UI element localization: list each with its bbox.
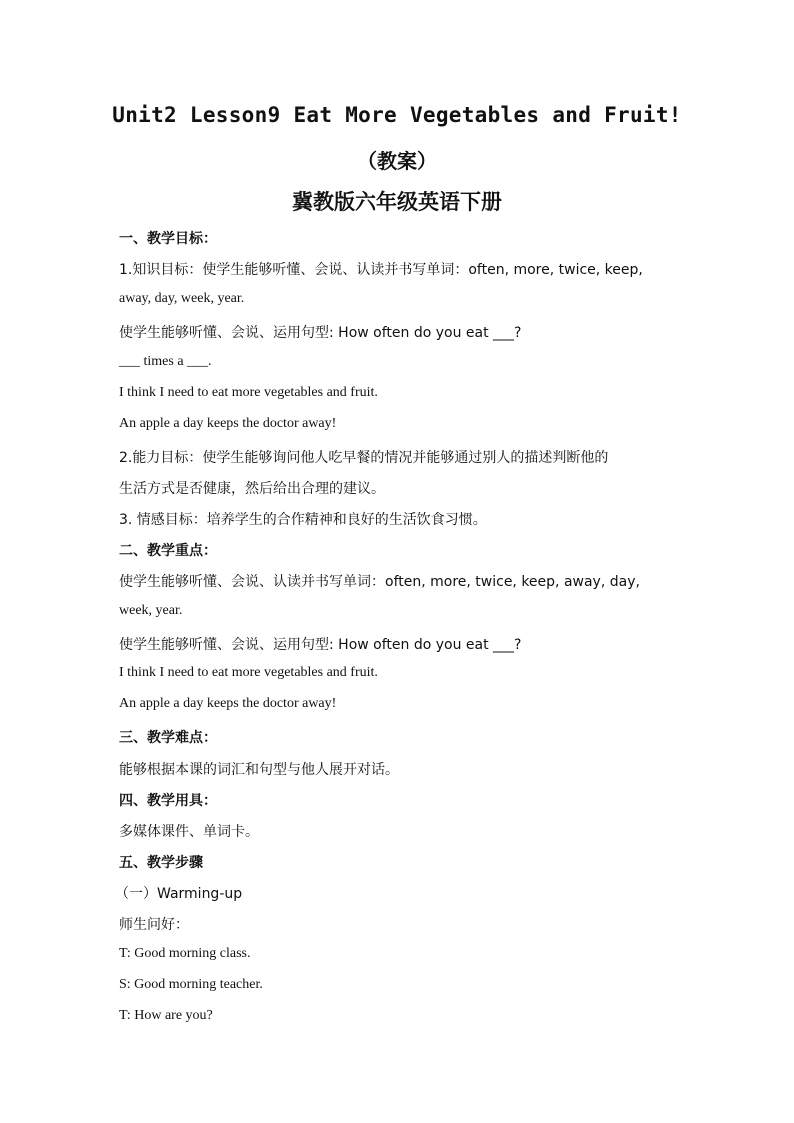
body-line: 使学生能够听懂、会说、运用句型: How often do you eat ___? (119, 325, 522, 341)
body-line: 使学生能够听懂、会说、运用句型: How often do you eat ___? (119, 637, 522, 653)
body-line: S: Good morning teacher. (119, 977, 263, 992)
heading-key-points: 二、教学重点： (119, 543, 217, 559)
doc-title: Unit2 Lesson9 Eat More Vegetables and Fruit! (112, 103, 682, 127)
body-line: An apple a day keeps the doctor away! (119, 696, 337, 711)
body-line: 生活方式是否健康，然后给出合理的建议。 (119, 481, 385, 497)
body-line: T: Good morning class. (119, 946, 251, 961)
doc-subtitle: （教案） (357, 149, 437, 173)
body-line: 师生问好： (119, 917, 189, 933)
body-line: 1.知识目标：使学生能够听懂、会说、认读并书写单词：often, more, twice, keep, (119, 262, 643, 278)
body-line: 使学生能够听懂、会说、认读并书写单词：often, more, twice, keep, away, day, (119, 574, 640, 590)
body-line: An apple a day keeps the doctor away! (119, 416, 337, 431)
heading-difficulties: 三、教学难点： (119, 730, 217, 746)
doc-textbook-title: 冀教版六年级英语下册 (292, 189, 502, 214)
body-line: （一）Warming-up (115, 886, 243, 902)
body-line: 3. 情感目标：培养学生的合作精神和良好的生活饮食习惯。 (119, 512, 487, 528)
heading-teaching-aids: 四、教学用具： (119, 793, 217, 809)
heading-teaching-steps: 五、教学步骤 (119, 855, 203, 871)
body-line: I think I need to eat more vegetables and fruit. (119, 385, 378, 400)
heading-objectives: 一、教学目标： (119, 231, 217, 247)
body-line: T: How are you? (119, 1008, 213, 1023)
body-line: ___ times a ___. (119, 354, 212, 369)
body-line: away, day, week, year. (119, 291, 245, 306)
body-line: 2.能力目标：使学生能够询问他人吃早餐的情况并能够通过别人的描述判断他的 (119, 450, 609, 466)
body-line: 能够根据本课的词汇和句型与他人展开对话。 (119, 762, 399, 778)
body-line: I think I need to eat more vegetables and fruit. (119, 665, 378, 680)
body-line: week, year. (119, 603, 183, 618)
body-line: 多媒体课件、单词卡。 (119, 824, 259, 840)
